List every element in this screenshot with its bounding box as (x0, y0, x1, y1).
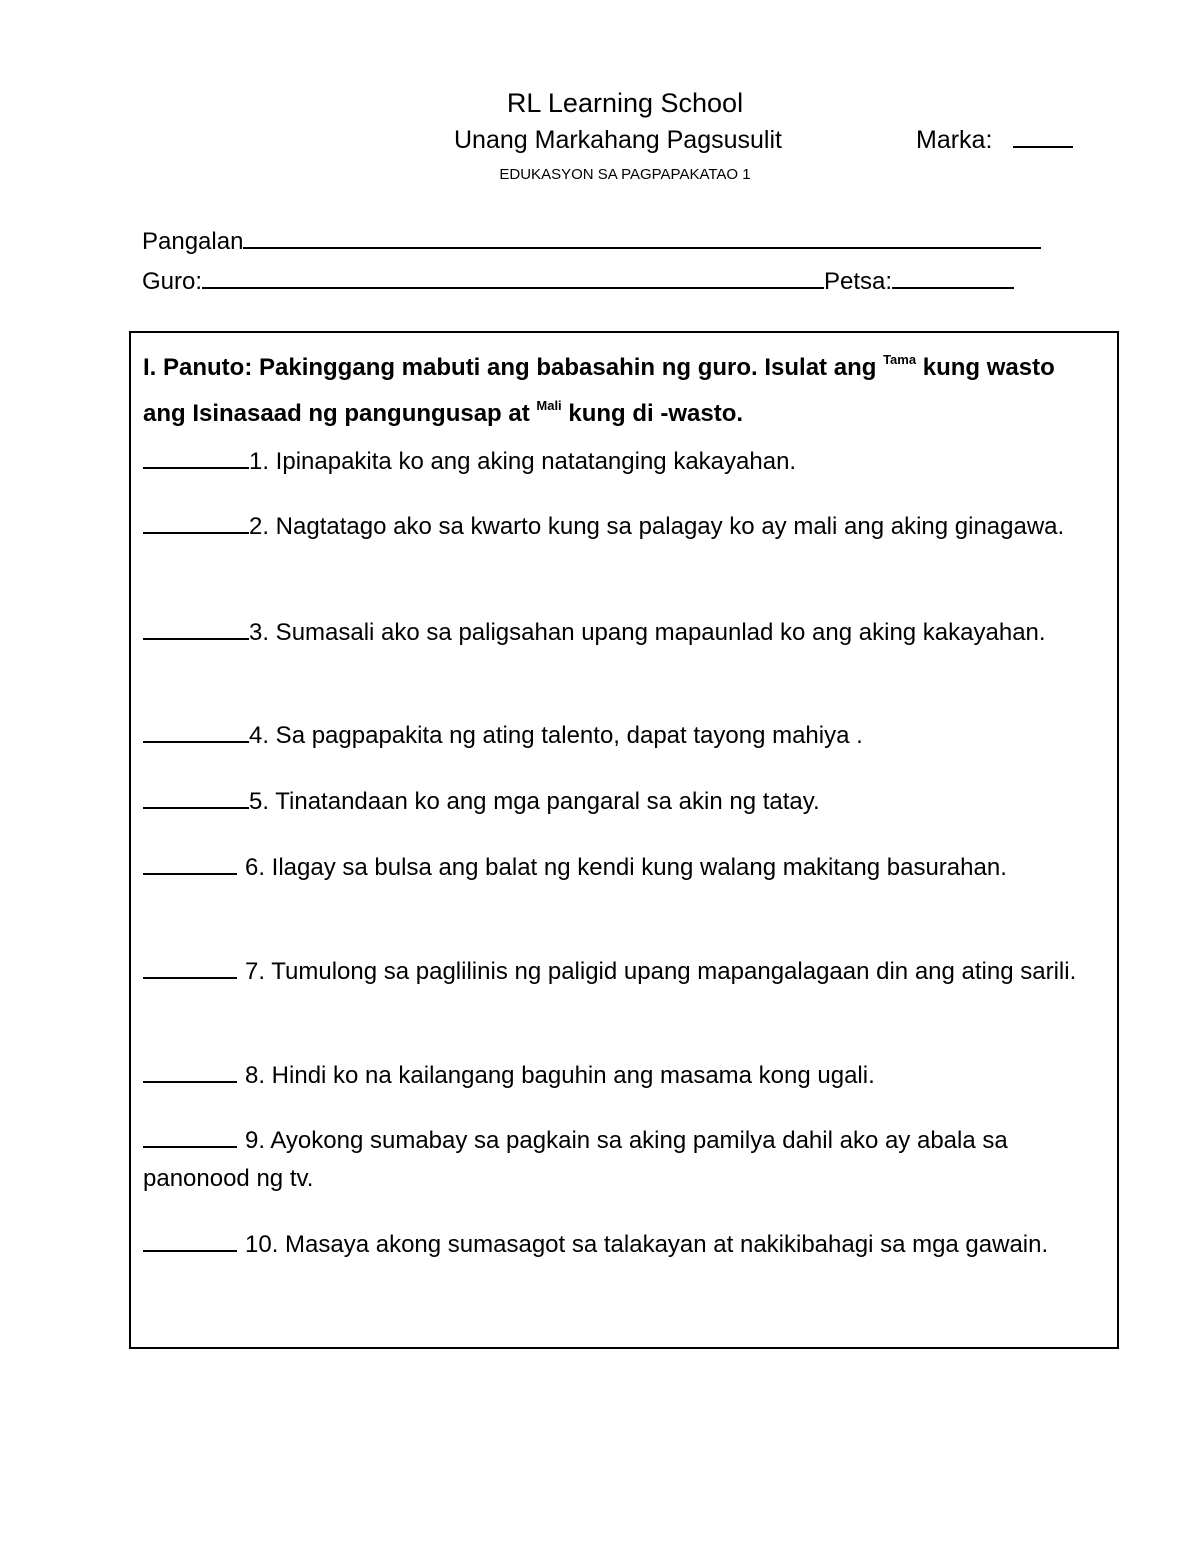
answer-blank[interactable] (143, 849, 237, 875)
answer-blank[interactable] (143, 508, 249, 534)
question-text: 9. Ayokong sumabay sa pagkain sa aking pamilya dahil ako ay abala sa panonood ng tv. (143, 1127, 1008, 1192)
answer-blank[interactable] (143, 717, 249, 743)
question-item (143, 953, 1108, 991)
instructions-part2: kung wasto ang Isinasaad ng pangungusap at (143, 354, 1055, 427)
question-item (143, 1226, 1108, 1264)
question-item (143, 1057, 1108, 1095)
question-item (143, 508, 1108, 546)
teacher-label: Guro: (142, 268, 203, 295)
score-label: Marka: (916, 126, 993, 154)
question-text: 6. Ilagay sa bulsa ang balat ng kendi kung walang makitang basurahan. (245, 854, 1007, 881)
answer-blank[interactable] (143, 783, 249, 809)
school-name: RL Learning School (506, 88, 744, 118)
date-label: Petsa: (824, 268, 893, 295)
subject-title: EDUKASYON SA PAGPAPAKATAO 1 (499, 166, 751, 183)
question-text: 8. Hindi ko na kailangang baguhin ang masama kong ugali. (245, 1062, 875, 1089)
question-text: 10. Masaya akong sumasagot sa talakayan at nakikibahagi sa mga gawain. (245, 1231, 1049, 1258)
question-item (143, 849, 1108, 887)
question-text: 2. Nagtatago ako sa kwarto kung sa palagay ko ay mali ang aking ginagawa. (249, 513, 1065, 540)
question-item (143, 443, 1108, 481)
score-blank[interactable] (1013, 128, 1073, 148)
question-text: 4. Sa pagpapakita ng ating talento, dapat tayong mahiya . (249, 722, 863, 749)
mali-label: Mali (536, 398, 562, 413)
teacher-blank[interactable] (202, 269, 824, 289)
answer-blank[interactable] (143, 1226, 237, 1252)
instructions (143, 341, 1103, 433)
question-text: 7. Tumulong sa paglilinis ng paligid upang mapangalagaan din ang ating sarili. (245, 958, 1077, 985)
date-blank[interactable] (892, 269, 1014, 289)
question-item (143, 717, 1108, 755)
name-field (142, 228, 1041, 256)
question-item (143, 614, 1108, 652)
tama-label: Tama (883, 352, 917, 367)
answer-blank[interactable] (143, 953, 237, 979)
teacher-date-field (142, 268, 1014, 296)
instructions-part3: kung di -wasto. (568, 400, 744, 427)
instructions-part1: I. Panuto: Pakinggang mabuti ang babasahin ng guro. Isulat ang (143, 354, 877, 381)
exam-title: Unang Markahang Pagsusulit (454, 126, 782, 154)
answer-blank[interactable] (143, 614, 249, 640)
name-blank[interactable] (243, 229, 1041, 249)
question-item (143, 783, 1108, 821)
quiz-box (129, 331, 1119, 1349)
name-label: Pangalan (142, 228, 244, 255)
question-text: 1. Ipinapakita ko ang aking natatanging kakayahan. (249, 448, 797, 475)
answer-blank[interactable] (143, 1057, 237, 1083)
question-text: 3. Sumasali ako sa paligsahan upang mapaunlad ko ang aking kakayahan. (249, 619, 1046, 646)
answer-blank[interactable] (143, 443, 249, 469)
question-item (143, 1122, 1108, 1198)
answer-blank[interactable] (143, 1122, 237, 1148)
score-field (916, 126, 1073, 155)
question-text: 5. Tinatandaan ko ang mga pangaral sa akin ng tatay. (249, 788, 820, 815)
